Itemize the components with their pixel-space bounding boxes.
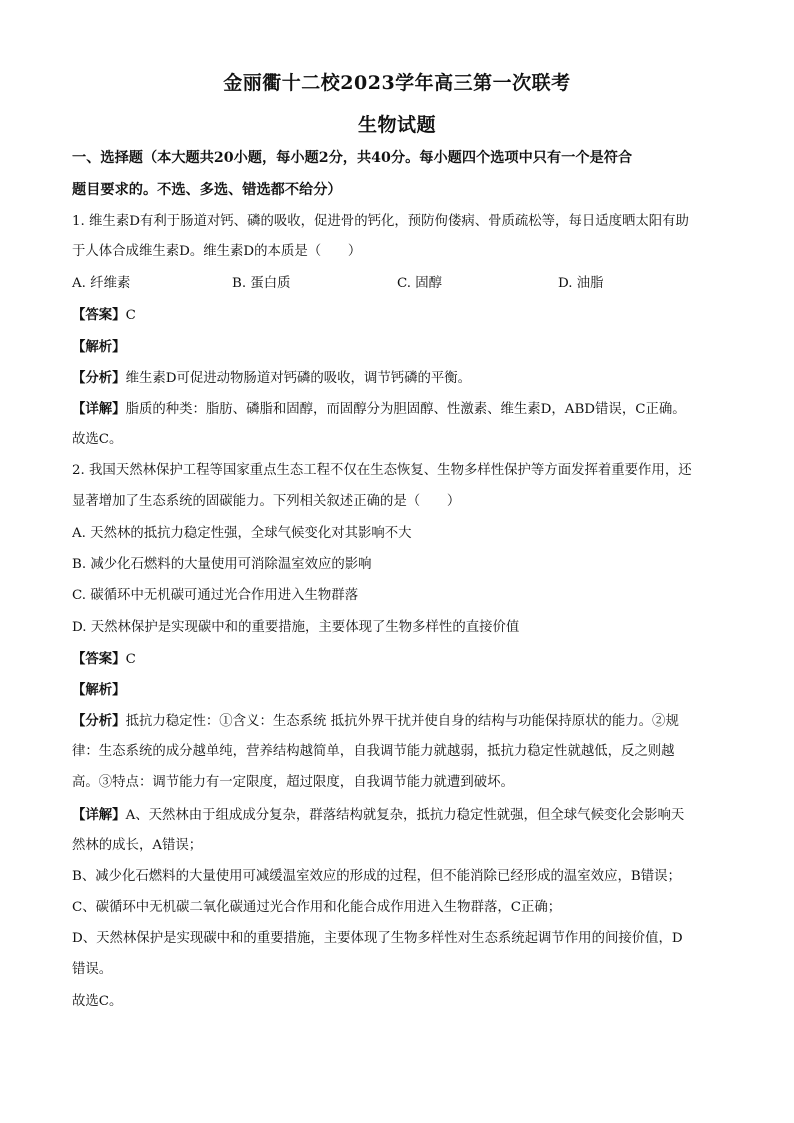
q1-answer-tag: 【答案】 <box>72 307 126 323</box>
q1-stem-line1: 1. 维生素D有利于肠道对钙、磷的吸收，促进骨的钙化，预防佝偻病、骨质疏松等，每日适度晒太阳有助 <box>72 214 689 229</box>
q1-answer-value: C <box>125 308 136 323</box>
q1-fenxi-text: 维生素D可促进动物肠道对钙磷的吸收，调节钙磷的平衡。 <box>125 371 472 386</box>
q2-option-a: A. 天然林的抵抗力稳定性强，全球气候变化对其影响不大 <box>72 526 412 541</box>
q2-analysis <box>72 680 728 701</box>
section-heading-line1: 一、选择题（本大题共20小题，每小题2分，共40分。每小题四个选项中只有一个是符合 <box>72 150 633 166</box>
q1-option-c: C. 固醇 <box>397 276 443 291</box>
q2-fenxi-line1 <box>72 711 728 732</box>
q2-option-c: C. 碳循环中无机碳可通过光合作用进入生物群落 <box>72 588 359 603</box>
q1-analysis-tag: 【解析】 <box>72 339 126 355</box>
q2-conclusion: 故选C。 <box>72 994 123 1009</box>
q2-answer <box>72 649 728 670</box>
exam-subtitle: 生物试题 <box>357 114 436 136</box>
q2-xiangjie-text1: A、天然林由于组成成分复杂，群落结构就复杂，抵抗力稳定性就强，但全球气候变化会影响天 <box>125 808 685 823</box>
q2-xiangjie-line1 <box>72 805 728 826</box>
q2-explain-c: C、碳循环中无机碳二氧化碳通过光合作用和化能合成作用进入生物群落，C正确； <box>72 900 562 915</box>
q2-answer-tag: 【答案】 <box>72 651 126 667</box>
q2-explain-d-line2: 错误。 <box>72 962 113 977</box>
q2-stem-line1: 2. 我国天然林保护工程等国家重点生态工程不仅在生态恢复、生物多样性保护等方面发挥着重要作用，还 <box>72 463 692 478</box>
section-heading-line2: 题目要求的。不选、多选、错选都不给分） <box>72 182 342 198</box>
q2-fenxi-line3: 高。③特点：调节能力有一定限度，超过限度，自我调节能力就遭到破坏。 <box>72 775 514 790</box>
q2-stem-line2: 显著增加了生态系统的固碳能力。下列相关叙述正确的是（ ） <box>72 494 461 509</box>
q1-option-a: A. 纤维素 <box>72 276 131 291</box>
q1-xiangjie-text: 脂质的种类：脂肪、磷脂和固醇，而固醇分为胆固醇、性激素、维生素D，ABD错误，C正确。 <box>125 402 686 417</box>
q2-fenxi-line2: 律：生态系统的成分越单纯，营养结构越简单，自我调节能力就越弱，抵抗力稳定性就越低，反之则越 <box>72 744 675 759</box>
q2-explain-b: B、减少化石燃料的大量使用可减缓温室效应的形成的过程，但不能消除已经形成的温室效应，B错误； <box>72 869 681 884</box>
q1-option-d: D. 油脂 <box>558 276 604 291</box>
q2-xiangjie-line2: 然林的成长，A错误； <box>72 838 203 853</box>
q1-options <box>72 274 728 294</box>
q1-stem-line2: 于人体合成维生素D。维生素D的本质是（ ） <box>72 244 362 259</box>
q2-explain-d-line1: D、天然林保护是实现碳中和的重要措施，主要体现了生物多样性对生态系统起调节作用的间接价值，D <box>72 931 683 946</box>
q1-xiangjie-tag: 【详解】 <box>72 401 126 417</box>
q1-analysis <box>72 337 728 358</box>
q1-fenxi <box>72 368 728 389</box>
exam-title: 金丽衢十二校2023学年高三第一次联考 <box>223 72 571 94</box>
q1-answer <box>72 305 728 326</box>
q2-fenxi-text1: 抵抗力稳定性：①含义：生态系统 抵抗外界干扰并使自身的结构与功能保持原状的能力。②规 <box>125 714 679 729</box>
q2-option-b: B. 减少化石燃料的大量使用可消除温室效应的影响 <box>72 557 372 572</box>
q2-option-d: D. 天然林保护是实现碳中和的重要措施，主要体现了生物多样性的直接价值 <box>72 620 520 635</box>
q2-xiangjie-tag: 【详解】 <box>72 807 126 823</box>
q1-conclusion: 故选C。 <box>72 432 123 447</box>
q1-fenxi-tag: 【分析】 <box>72 370 126 386</box>
q1-xiangjie <box>72 399 728 420</box>
q1-option-b: B. 蛋白质 <box>232 276 291 291</box>
q2-answer-value: C <box>125 652 136 667</box>
q2-analysis-tag: 【解析】 <box>72 682 126 698</box>
q2-fenxi-tag: 【分析】 <box>72 713 126 729</box>
